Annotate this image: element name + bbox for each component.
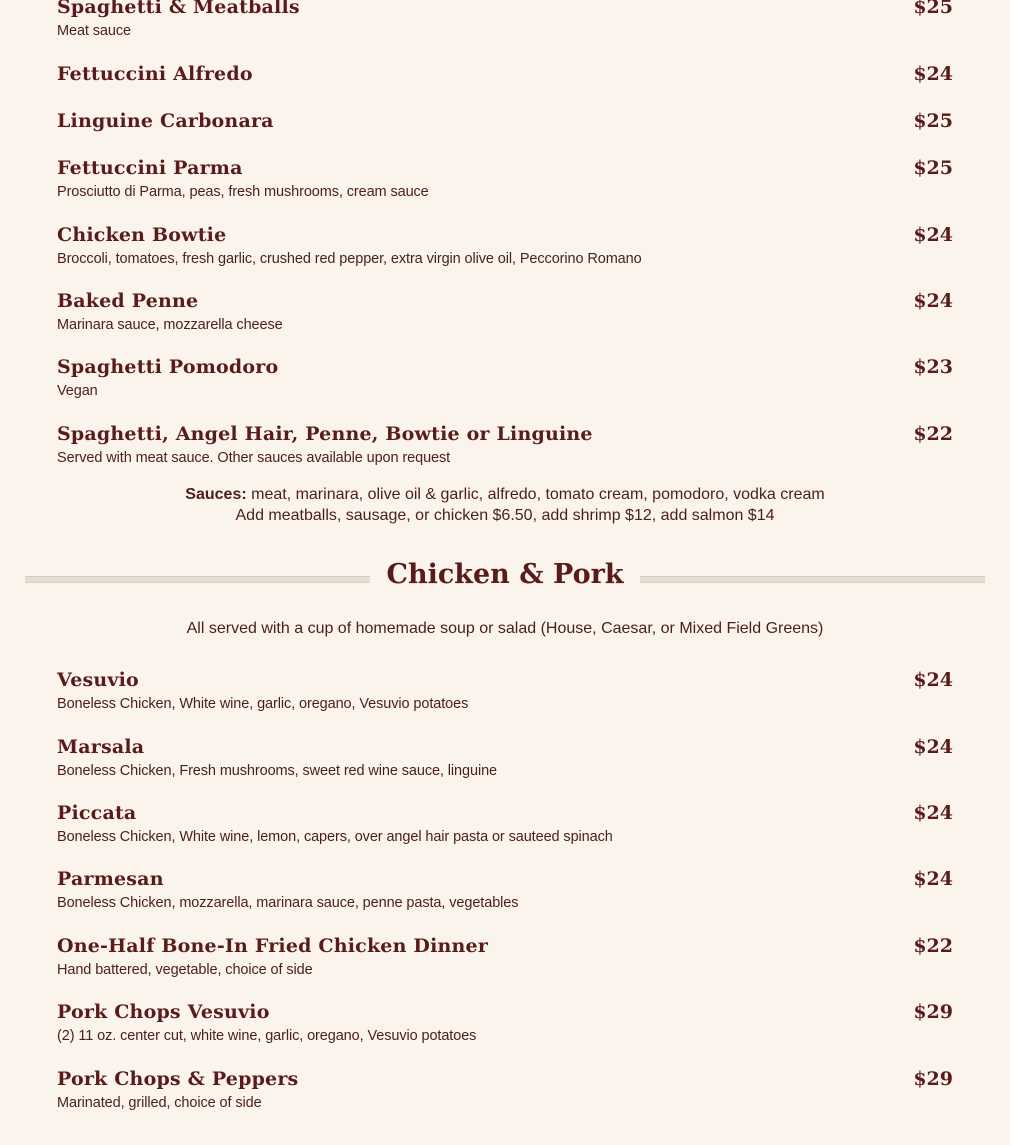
sauces-list: meat, marinara, olive oil & garlic, alfredo, tomato cream, pomodoro, vodka cream [246,486,825,503]
menu-item [57,730,953,779]
item-price: $25 [913,0,953,18]
item-price: $24 [913,802,953,824]
section-title: Chicken & Pork [25,559,985,590]
menu-item [57,862,953,911]
item-name: Parmesan [57,868,164,890]
item-price: $29 [913,1001,953,1023]
item-name: Fettuccini Parma [57,157,243,179]
menu-item [57,995,953,1044]
item-name: Linguine Carbonara [57,110,274,132]
sauces-note [0,486,1010,504]
item-description: Boneless Chicken, White wine, garlic, oregano, Vesuvio potatoes [57,696,469,712]
item-price: $22 [913,423,953,445]
addons-note: Add meatballs, sausage, or chicken $6.50, add shrimp $12, add salmon $14 [235,507,775,524]
item-name: Pork Chops Vesuvio [57,1001,270,1023]
item-price: $29 [913,1068,953,1090]
menu-item [57,417,953,466]
menu-item [57,929,953,978]
item-description: Marinated, grilled, choice of side [57,1095,262,1111]
item-name: Piccata [57,802,137,824]
item-description: Boneless Chicken, Fresh mushrooms, sweet red wine sauce, linguine [57,763,497,779]
item-name: Baked Penne [57,290,199,312]
item-price: $23 [913,356,953,378]
item-name: Spaghetti & Meatballs [57,0,300,18]
item-name: Fettuccini Alfredo [57,63,253,85]
item-name: Pork Chops & Peppers [57,1068,299,1090]
sauces-label: Sauces: [185,486,247,503]
menu-item [57,104,953,134]
item-name: Spaghetti, Angel Hair, Penne, Bowtie or Linguine [57,423,593,445]
item-description: Hand battered, vegetable, choice of side [57,962,313,978]
item-price: $25 [913,110,953,132]
item-name: Chicken Bowtie [57,224,227,246]
item-description: Meat sauce [57,23,131,39]
item-name: Spaghetti Pomodoro [57,356,279,378]
item-price: $25 [913,157,953,179]
item-price: $24 [913,290,953,312]
item-name: Marsala [57,736,145,758]
item-description: Served with meat sauce. Other sauces available upon request [57,450,451,466]
menu-item [57,57,953,87]
item-description: Boneless Chicken, White wine, lemon, capers, over angel hair pasta or sauteed spinach [57,829,613,845]
item-name: One-Half Bone-In Fried Chicken Dinner [57,935,489,957]
item-price: $24 [913,736,953,758]
item-description: Vegan [57,383,98,399]
menu-item [57,1062,953,1111]
menu-item [57,796,953,845]
section-heading [25,557,985,597]
menu-item [57,350,953,399]
menu-item [57,0,953,39]
section-subtitle: All served with a cup of homemade soup or salad (House, Caesar, or Mixed Field Greens) [186,620,824,637]
item-price: $24 [913,669,953,691]
item-price: $22 [913,935,953,957]
menu-item [57,284,953,333]
menu-item [57,663,953,712]
item-description: (2) 11 oz. center cut, white wine, garlic, oregano, Vesuvio potatoes [57,1028,477,1044]
item-price: $24 [913,224,953,246]
menu-item [57,151,953,200]
menu-item [57,218,953,267]
item-description: Boneless Chicken, mozzarella, marinara sauce, penne pasta, vegetables [57,895,519,911]
item-description: Marinara sauce, mozzarella cheese [57,317,283,333]
item-description: Broccoli, tomatoes, fresh garlic, crushed red pepper, extra virgin olive oil, Peccorino Romano [57,251,642,267]
item-description: Prosciutto di Parma, peas, fresh mushrooms, cream sauce [57,184,429,200]
item-price: $24 [913,63,953,85]
item-name: Vesuvio [57,669,139,691]
item-price: $24 [913,868,953,890]
